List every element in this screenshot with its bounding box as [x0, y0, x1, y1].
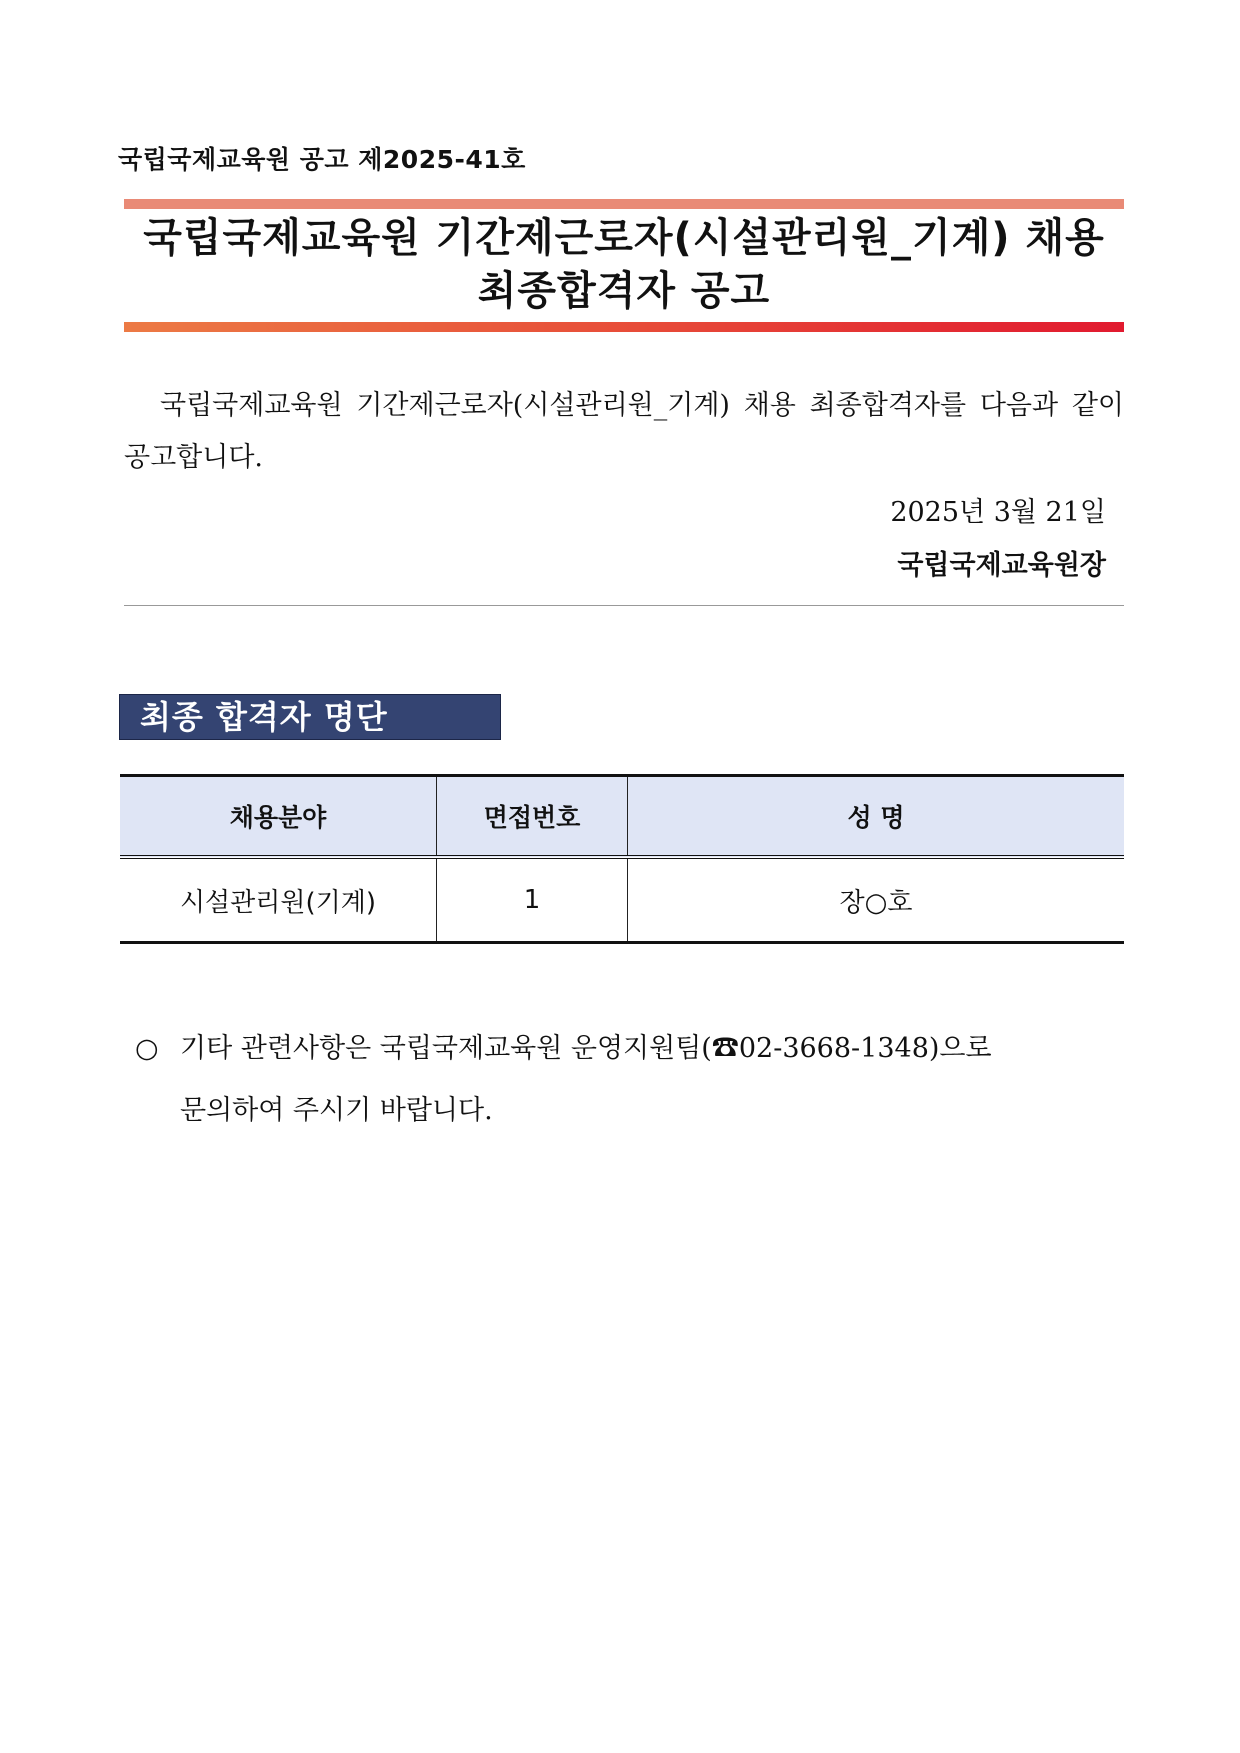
table-header-row: [120, 776, 1124, 858]
intro-paragraph: 국립국제교육원 기간제근로자(시설관리원_기계) 채용 최종합격자를 다음과 같이 공고합니다.: [124, 390, 1124, 473]
title-top-bar: [124, 199, 1124, 209]
inquiry-line-2: 문의하여 주시기 바랍니다.: [180, 1095, 493, 1126]
title-line-1: 국립국제교육원 기간제근로자(시설관리원_기계) 채용: [143, 215, 1105, 261]
document-title: [124, 212, 1124, 318]
cell-field: 시설관리원(기계): [179, 887, 377, 918]
notice-date: 2025년 3월 21일: [890, 497, 1106, 528]
header-interview-number: 면접번호: [437, 776, 628, 858]
table-row: [120, 857, 1124, 943]
roster-table: [120, 774, 1124, 944]
section-title: 최종 합격자 명단: [119, 694, 501, 740]
notice-number: 국립국제교육원 공고 제2025-41호: [118, 145, 526, 174]
cell-interview-number: 1: [437, 857, 628, 943]
header-name: 성 명: [628, 776, 1125, 858]
signer: 국립국제교육원장: [897, 550, 1106, 581]
inquiry-note: [135, 1018, 1130, 1142]
divider: [124, 605, 1124, 606]
title-line-2: 최종합격자 공고: [477, 268, 771, 314]
header-field: 채용분야: [120, 776, 437, 858]
inquiry-line-1: 기타 관련사항은 국립국제교육원 운영지원팀(☎02-3668-1348)으로: [180, 1033, 992, 1064]
cell-name: 장○호: [628, 857, 1125, 943]
title-bottom-bar: [124, 322, 1124, 332]
bullet-circle-icon: ○: [135, 1033, 159, 1064]
